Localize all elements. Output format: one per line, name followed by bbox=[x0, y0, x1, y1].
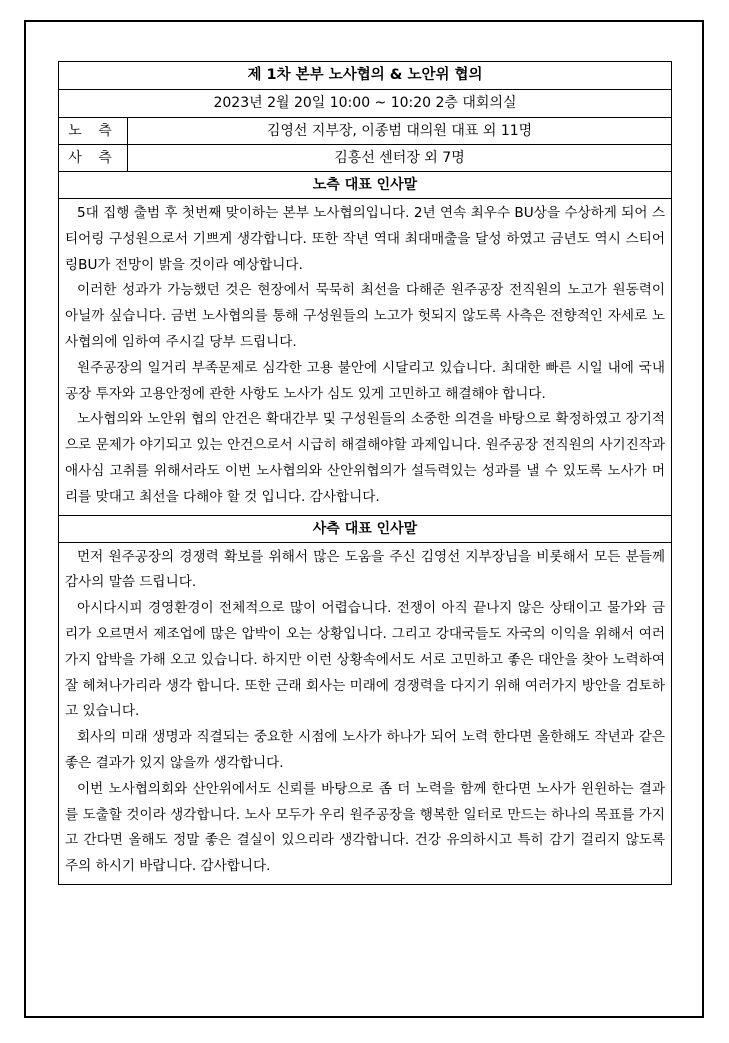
management-paragraph-4: 이번 노사협의회와 산안위에서도 신뢰를 바탕으로 좀 더 노력을 함께 한다면 노사가 윈윈하는 결과를 도출할 것이라 생각합니다. 노사 모두가 우리 원주공장을 행복한 일터로 만드는 하나의 목표를 가지고 간다면 올해도 정말 좋은 결실이 있으리라 생각합니다. 건강 유의하시고 특히 감기 걸리지 않도록 주의 하시기 바랍니다. 감사합니다. bbox=[65, 780, 665, 875]
management-paragraph-3: 회사의 미래 생명과 직결되는 중요한 시점에 노사가 하나가 되어 노력 한다면 올한해도 작년과 같은 좋은 결과가 있지 않을까 생각합니다. bbox=[65, 729, 665, 771]
management-paragraph-2: 아시다시피 경영환경이 전체적으로 많이 어렵습니다. 전쟁이 아직 끝나지 않은 상태이고 물가와 금리가 오르면서 제조업에 많은 압박이 오는 상황입니다. 그리고 강대국들도 자국의 이익을 위해서 여러가지 압박을 가해 오고 있습니다. 하지만 이런 상황속에서도 서로 고민하고 좋은 대안을 찾아 노력하여 잘 헤쳐나가리라 생각 합니다. 또한 근래 회사는 미래에 경쟁력을 다지기 위해 여러가지 방안을 검토하고 있습니다. bbox=[65, 600, 665, 720]
management-side-label: 사 측 bbox=[59, 145, 128, 172]
labor-paragraph-3: 원주공장의 일거리 부족문제로 심각한 고용 불안에 시달리고 있습니다. 최대한 빠른 시일 내에 국내공장 투자와 고용안정에 관한 사항도 노사가 심도 있게 고민하고 해결해야 합니다. bbox=[65, 359, 665, 402]
labor-attendees: 김영선 지부장, 이종범 대의원 대표 외 11명 bbox=[128, 118, 672, 145]
labor-paragraph-4: 노사협의와 노안위 협의 안건은 확대간부 및 구성원들의 소중한 의견을 바탕으로 확정하였고 장기적으로 문제가 야기되고 있는 안건으로서 시급히 해결해야할 과제입니다. 원주공장 전직원의 사기진작과 애사심 고취를 위해서라도 이번 노사협의와 산안위협의가 설득력있는 성과를 낼 수 있도록 노사가 머리를 맞대고 최선을 다해야 할 것 입니다. 감사합니다. bbox=[65, 411, 665, 505]
meeting-datetime: 2023년 2월 20일 10:00 ~ 10:20 2층 대회의실 bbox=[59, 90, 672, 118]
management-paragraph-1: 먼저 원주공장의 경쟁력 확보를 위해서 많은 도움을 주신 김영선 지부장님을 비롯해서 모든 분들께 감사의 말씀 드립니다. bbox=[65, 548, 665, 591]
labor-paragraph-2: 이러한 성과가 가능했던 것은 현장에서 묵묵히 최선을 다해준 원주공장 전직원의 노고가 원동력이 아닐까 싶습니다. 금번 노사협의를 통해 구성원들의 노고가 헛되지 않도록 사측은 전향적인 자세로 노사협의에 임하여 주시길 당부 드립니다. bbox=[65, 282, 665, 350]
management-attendees: 김흥선 센터장 외 7명 bbox=[128, 145, 672, 172]
labor-speech-title: 노측 대표 인사말 bbox=[59, 172, 672, 199]
management-speech-title: 사측 대표 인사말 bbox=[59, 515, 672, 542]
minutes-table bbox=[58, 61, 672, 885]
management-speech-body bbox=[59, 542, 672, 884]
document-title: 제 1차 본부 노사협의 & 노안위 협의 bbox=[59, 62, 672, 90]
labor-paragraph-1: 5대 집행 출범 후 첫번째 맞이하는 본부 노사협의입니다. 2년 연속 최우수 BU상을 수상하게 되어 스티어링 구성원으로서 기쁘게 생각합니다. 또한 작년 역대 최대매출을 달성 하였고 금년도 역시 스티어링BU가 전망이 밝을 것이라 예상합니다. bbox=[65, 205, 665, 273]
labor-side-label: 노 측 bbox=[59, 118, 128, 145]
labor-speech-body bbox=[59, 199, 672, 516]
